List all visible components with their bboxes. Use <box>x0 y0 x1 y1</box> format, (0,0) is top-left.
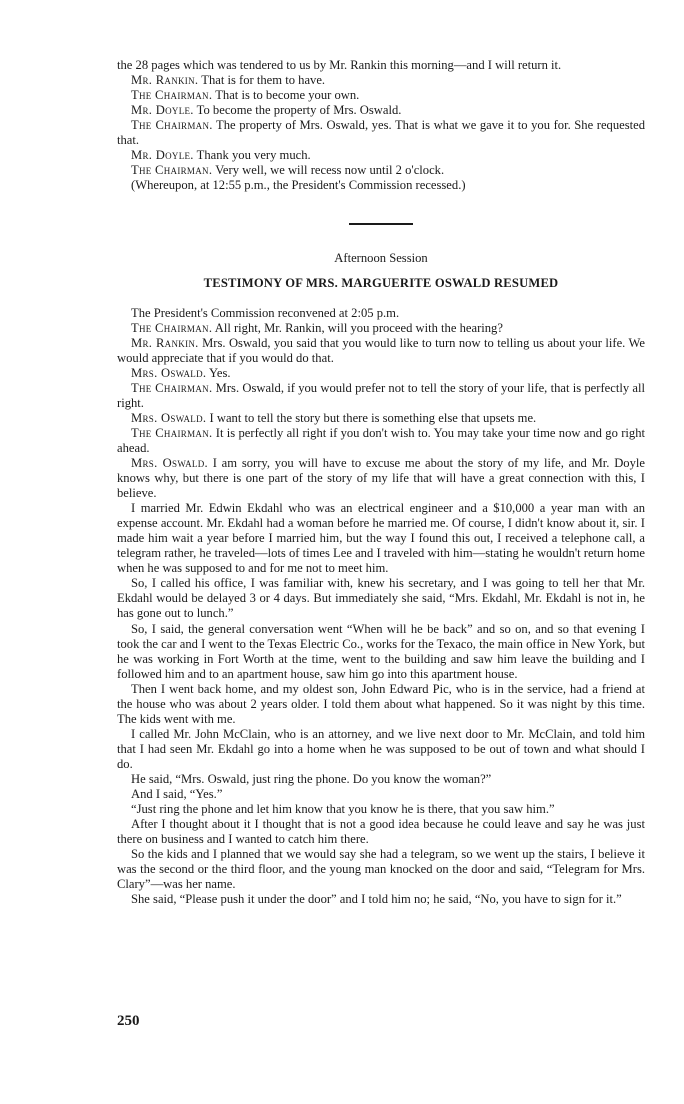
page-number: 250 <box>117 1013 140 1029</box>
paragraph-text: And I said, “Yes.” <box>131 787 223 802</box>
session-title: Afternoon Session <box>334 251 428 266</box>
paragraph <box>117 178 645 193</box>
paragraph-text: I am sorry, you will have to excuse me about the story of my life, and Mr. Doyle knows why, but there is one part of the story of my life that will have a great connection with this, I believe. <box>117 455 645 501</box>
paragraph-text: I married Mr. Edwin Ekdahl who was an electrical engineer and a $10,000 a year man with an expense account. Mr. Ekdahl had a woman before he married me. Of course, I didn't know about it, sir. I made him wait a year before I married him, but the way I found this out, I received a telephone call, a telegram rather, he traveled—lots of times Lee and I traveled with him—stating he wouldn't return home when he was supposed to and for me not to meet him. <box>117 501 645 576</box>
paragraph-text: Mrs. Oswald, if you would prefer not to tell the story of your life, that is perfectly all right. <box>117 380 645 410</box>
paragraph <box>117 321 645 336</box>
paragraph <box>117 787 645 802</box>
paragraph <box>117 103 645 118</box>
paragraph <box>117 847 645 892</box>
speaker-name: The Chairman. <box>131 320 213 335</box>
paragraph-text: So, I called his office, I was familiar with, knew his secretary, and I was going to tell her that Mr. Ekdahl would be delayed 3 or 4 days. But immediately she said, “Mrs. Ekdahl, Mr. Ekdahl is not in, he has gone out to lunch.” <box>117 576 645 621</box>
paragraph <box>117 772 645 787</box>
speaker-name: The Chairman. <box>131 163 213 178</box>
paragraph-text: “Just ring the phone and let him know that you know he is there, that you saw him.” <box>131 802 555 817</box>
speaker-name: The Chairman. <box>131 425 213 440</box>
paragraph-text: I want to tell the story but there is something else that upsets me. <box>206 410 537 425</box>
paragraph <box>117 366 645 381</box>
paragraph <box>117 802 645 817</box>
paragraph <box>117 682 645 727</box>
testimony-body <box>117 306 645 908</box>
speaker-name: Mr. Rankin. <box>131 73 199 88</box>
paragraph-text: After I thought about it I thought that is not a good idea because he could leave and say he was just there on business and I wanted to catch him there. <box>117 817 645 847</box>
paragraph <box>117 456 645 501</box>
paragraph <box>117 58 645 73</box>
paragraph-text: He said, “Mrs. Oswald, just ring the phone. Do you know the woman?” <box>131 771 492 786</box>
paragraph <box>117 426 645 456</box>
paragraph-text: Mrs. Oswald, you said that you would like to turn now to telling us about your life. We would appreciate that if you would do that. <box>117 335 645 365</box>
paragraph-text: She said, “Please push it under the door” and I told him no; he said, “No, you have to sign for it.” <box>131 892 622 907</box>
paragraph-text: Yes. <box>206 365 231 380</box>
section-heading: TESTIMONY OF MRS. MARGUERITE OSWALD RESUMED <box>203 276 559 291</box>
speaker-name: Mrs. Oswald. <box>131 410 207 425</box>
speaker-name: Mr. Doyle. <box>131 148 194 163</box>
section-divider <box>349 223 413 225</box>
paragraph <box>117 501 645 576</box>
speaker-name: The Chairman. <box>131 118 213 133</box>
paragraph <box>117 381 645 411</box>
paragraph <box>117 727 645 772</box>
paragraph <box>117 148 645 163</box>
paragraph <box>117 336 645 366</box>
paragraph-text: So the kids and I planned that we would say she had a telegram, so we went up the stairs, I believe it was the second or the third floor, and the young man knocked on the door and said, “Telegram for Mrs. Clary”—was her name. <box>117 847 645 892</box>
paragraph <box>117 118 645 148</box>
paragraph-text: Very well, we will recess now until 2 o'clock. <box>212 163 445 178</box>
paragraph <box>117 88 645 103</box>
paragraph-text: The property of Mrs. Oswald, yes. That is what we gave it to you for. She requested that. <box>117 118 646 148</box>
paragraph <box>117 817 645 847</box>
speaker-name: Mr. Doyle. <box>131 103 194 118</box>
paragraph-text: Then I went back home, and my oldest son, John Edward Pic, who is in the service, had a friend at the house who was about 2 years older. I told them about what happened. So it was night by this time. The kids went with me. <box>117 681 645 726</box>
recess-exchange <box>117 58 645 193</box>
paragraph-text: the 28 pages which was tendered to us by Mr. Rankin this morning—and I will return it. <box>117 58 562 72</box>
paragraph <box>117 411 645 426</box>
paragraph-text: Thank you very much. <box>193 148 311 163</box>
speaker-name: Mr. Rankin. <box>131 335 199 350</box>
document-page <box>117 58 645 907</box>
paragraph <box>117 622 645 682</box>
paragraph-text: It is perfectly all right if you don't wish to. You may take your time now and go right ahead. <box>117 425 645 455</box>
paragraph-text: The President's Commission reconvened at 2:05 p.m. <box>131 305 400 320</box>
paragraph-text: (Whereupon, at 12:55 p.m., the President's Commission recessed.) <box>131 178 466 193</box>
paragraph <box>117 73 645 88</box>
speaker-name: The Chairman. <box>131 380 213 395</box>
paragraph <box>117 306 645 321</box>
paragraph-text: All right, Mr. Rankin, will you proceed with the hearing? <box>212 320 503 335</box>
paragraph-text: To become the property of Mrs. Oswald. <box>193 103 402 118</box>
paragraph <box>117 163 645 178</box>
paragraph-text: That is to become your own. <box>212 88 360 103</box>
speaker-name: Mrs. Oswald. <box>131 455 208 470</box>
speaker-name: Mrs. Oswald. <box>131 365 207 380</box>
paragraph <box>117 892 645 907</box>
paragraph <box>117 576 645 621</box>
paragraph-text: So, I said, the general conversation went “When will he be back” and so on, and so that evening I took the car and I went to the Texas Electric Co., works for the Texaco, the main office in New York, but he was working in Fort Worth at the time, went to the building and saw him leave the building and I followed him and to an apartment house, saw him go into this apartment house. <box>117 621 645 681</box>
speaker-name: The Chairman. <box>131 88 213 103</box>
paragraph-text: I called Mr. John McClain, who is an attorney, and we live next door to Mr. McClain, and told him that I had seen Mr. Ekdahl go into a home when he was supposed to be out of town and what should I do. <box>117 726 645 771</box>
paragraph-text: That is for them to have. <box>198 73 326 88</box>
